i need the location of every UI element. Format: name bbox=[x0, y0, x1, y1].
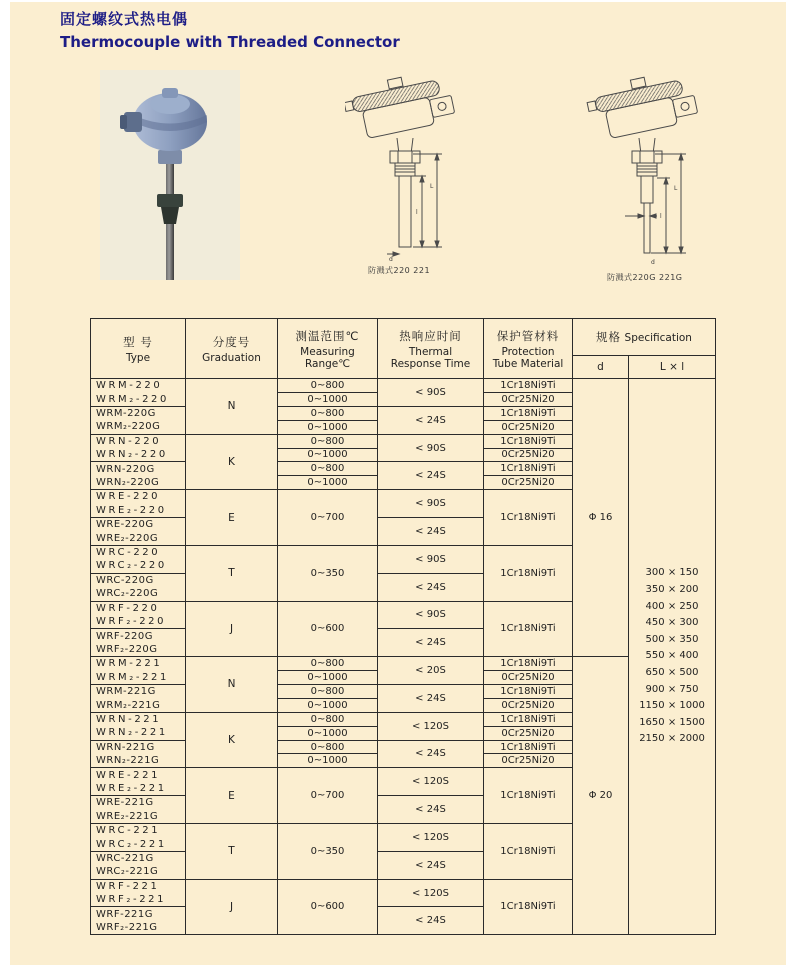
col-header-thermal: 热响应时间 Thermal Response Time bbox=[378, 319, 484, 379]
technical-drawing-220 bbox=[345, 66, 475, 266]
material-cell: 1Cr18Ni9Ti bbox=[484, 657, 573, 671]
material-cell: 1Cr18Ni9Ti bbox=[484, 824, 573, 880]
lxl-value: 500 × 350 bbox=[645, 633, 699, 645]
graduation-cell: T bbox=[186, 824, 278, 880]
type-cell: WRF₂-221G bbox=[91, 921, 186, 935]
type-cell: WRN-221G bbox=[91, 740, 186, 754]
range-cell: 0~800 bbox=[278, 657, 378, 671]
thermal-cell: < 90S bbox=[378, 490, 484, 518]
lxl-value: 900 × 750 bbox=[645, 683, 699, 695]
type-cell: WRE₂-220G bbox=[91, 531, 186, 545]
graduation-cell: J bbox=[186, 601, 278, 657]
thermal-cell: < 120S bbox=[378, 824, 484, 852]
material-cell: 0Cr25Ni20 bbox=[484, 476, 573, 490]
lxl-value: 300 × 150 bbox=[645, 567, 699, 579]
material-cell: 1Cr18Ni9Ti bbox=[484, 712, 573, 726]
type-cell: WRE₂-220 bbox=[91, 504, 186, 518]
lxl-value: 550 × 400 bbox=[645, 650, 699, 662]
thermal-cell: < 24S bbox=[378, 406, 484, 434]
type-cell: WRN₂-220 bbox=[91, 448, 186, 462]
type-cell: WRM-221 bbox=[91, 657, 186, 671]
drawing-220g-caption: 防溅式220G 221G bbox=[607, 273, 683, 282]
thermal-cell: < 120S bbox=[378, 879, 484, 907]
type-cell: WRE-220G bbox=[91, 518, 186, 532]
type-cell: WRE-220 bbox=[91, 490, 186, 504]
thermal-cell: < 90S bbox=[378, 434, 484, 462]
graduation-cell: K bbox=[186, 434, 278, 490]
material-cell: 1Cr18Ni9Ti bbox=[484, 684, 573, 698]
range-cell: 0~800 bbox=[278, 712, 378, 726]
thermal-cell: < 24S bbox=[378, 740, 484, 768]
lxl-list bbox=[629, 565, 715, 748]
lxl-value: 400 × 250 bbox=[645, 600, 699, 612]
type-cell: WRC₂-220G bbox=[91, 587, 186, 601]
col-header-lxl: L × l bbox=[629, 356, 716, 379]
col-header-range: 测温范围℃ Measuring Range℃ bbox=[278, 319, 378, 379]
type-cell: WRN₂-221 bbox=[91, 726, 186, 740]
material-cell: 0Cr25Ni20 bbox=[484, 698, 573, 712]
thermal-cell: < 120S bbox=[378, 768, 484, 796]
material-cell: 1Cr18Ni9Ti bbox=[484, 879, 573, 935]
type-cell: WRC-221 bbox=[91, 824, 186, 838]
range-cell: 0~1000 bbox=[278, 420, 378, 434]
dim-label-l: l bbox=[660, 213, 662, 220]
range-cell: 0~800 bbox=[278, 684, 378, 698]
graduation-cell: E bbox=[186, 490, 278, 546]
lxl-value: 1650 × 1500 bbox=[639, 716, 705, 728]
range-cell: 0~800 bbox=[278, 434, 378, 448]
type-cell: WRM-220 bbox=[91, 379, 186, 393]
type-cell: WRF₂-220G bbox=[91, 643, 186, 657]
dim-label-d: d bbox=[651, 259, 655, 266]
range-cell: 0~350 bbox=[278, 824, 378, 880]
thermal-cell: < 24S bbox=[378, 851, 484, 879]
range-cell: 0~1000 bbox=[278, 671, 378, 685]
type-cell: WRC₂-221 bbox=[91, 837, 186, 851]
type-cell: WRE₂-221G bbox=[91, 810, 186, 824]
material-cell: 1Cr18Ni9Ti bbox=[484, 545, 573, 601]
range-cell: 0~700 bbox=[278, 490, 378, 546]
material-cell: 1Cr18Ni9Ti bbox=[484, 462, 573, 476]
type-cell: WRM₂-221G bbox=[91, 698, 186, 712]
material-cell: 1Cr18Ni9Ti bbox=[484, 406, 573, 420]
type-cell: WRN-220G bbox=[91, 462, 186, 476]
col-header-type: 型 号 Type bbox=[91, 319, 186, 379]
range-cell: 0~1000 bbox=[278, 476, 378, 490]
page-title-zh: 固定螺纹式热电偶 bbox=[60, 10, 189, 28]
thermal-cell: < 24S bbox=[378, 796, 484, 824]
lxl-value: 2150 × 2000 bbox=[639, 733, 705, 745]
thermal-cell: < 24S bbox=[378, 462, 484, 490]
thermal-cell: < 24S bbox=[378, 518, 484, 546]
range-cell: 0~800 bbox=[278, 462, 378, 476]
col-header-spec: 规格 Specification bbox=[573, 319, 716, 356]
thermal-cell: < 24S bbox=[378, 629, 484, 657]
material-cell: 0Cr25Ni20 bbox=[484, 448, 573, 462]
dim-label-L: L bbox=[674, 185, 678, 192]
lxl-value: 450 × 300 bbox=[645, 617, 699, 629]
dim-label-L: L bbox=[430, 183, 434, 190]
thermal-cell: < 20S bbox=[378, 657, 484, 685]
range-cell: 0~1000 bbox=[278, 448, 378, 462]
type-cell: WRM₂-220 bbox=[91, 392, 186, 406]
thermal-cell: < 24S bbox=[378, 573, 484, 601]
type-cell: WRF₂-220 bbox=[91, 615, 186, 629]
material-cell: 1Cr18Ni9Ti bbox=[484, 490, 573, 546]
range-cell: 0~1000 bbox=[278, 698, 378, 712]
graduation-cell: T bbox=[186, 545, 278, 601]
graduation-cell: N bbox=[186, 379, 278, 435]
type-cell: WRE-221 bbox=[91, 768, 186, 782]
range-cell: 0~1000 bbox=[278, 726, 378, 740]
range-cell: 0~600 bbox=[278, 879, 378, 935]
table-row bbox=[91, 657, 716, 671]
material-cell: 0Cr25Ni20 bbox=[484, 754, 573, 768]
thermal-cell: < 24S bbox=[378, 684, 484, 712]
page-title-en: Thermocouple with Threaded Connector bbox=[60, 33, 400, 51]
type-cell: WRF₂-221 bbox=[91, 893, 186, 907]
dim-label-d: d bbox=[389, 256, 393, 262]
d-cell: Φ 20 bbox=[573, 657, 629, 935]
drawing-220-caption: 防溅式220 221 bbox=[368, 266, 431, 275]
type-cell: WRC-220G bbox=[91, 573, 186, 587]
type-cell: WRN₂-221G bbox=[91, 754, 186, 768]
type-cell: WRM-220G bbox=[91, 406, 186, 420]
thermal-cell: < 120S bbox=[378, 712, 484, 740]
material-cell: 1Cr18Ni9Ti bbox=[484, 740, 573, 754]
type-cell: WRC-220 bbox=[91, 545, 186, 559]
graduation-cell: E bbox=[186, 768, 278, 824]
type-cell: WRC₂-220 bbox=[91, 559, 186, 573]
type-cell: WRM₂-220G bbox=[91, 420, 186, 434]
technical-drawing-220g bbox=[585, 66, 730, 274]
range-cell: 0~800 bbox=[278, 406, 378, 420]
range-cell: 0~1000 bbox=[278, 392, 378, 406]
range-cell: 0~700 bbox=[278, 768, 378, 824]
type-cell: WRE₂-221 bbox=[91, 782, 186, 796]
range-cell: 0~1000 bbox=[278, 754, 378, 768]
graduation-cell: K bbox=[186, 712, 278, 768]
thermal-cell: < 90S bbox=[378, 545, 484, 573]
graduation-cell: N bbox=[186, 657, 278, 713]
graduation-cell: J bbox=[186, 879, 278, 935]
material-cell: 0Cr25Ni20 bbox=[484, 671, 573, 685]
dim-label-l: l bbox=[416, 209, 418, 216]
material-cell: 1Cr18Ni9Ti bbox=[484, 601, 573, 657]
table-row bbox=[91, 379, 716, 393]
type-cell: WRC₂-221G bbox=[91, 865, 186, 879]
type-cell: WRF-221 bbox=[91, 879, 186, 893]
type-cell: WRM-221G bbox=[91, 684, 186, 698]
type-cell: WRC-221G bbox=[91, 851, 186, 865]
product-photo bbox=[100, 70, 240, 284]
col-header-material: 保护管材料 Protection Tube Material bbox=[484, 319, 573, 379]
page-title bbox=[60, 8, 400, 51]
col-header-d: d bbox=[573, 356, 629, 379]
material-cell: 0Cr25Ni20 bbox=[484, 726, 573, 740]
type-cell: WRE-221G bbox=[91, 796, 186, 810]
thermal-cell: < 24S bbox=[378, 907, 484, 935]
type-cell: WRN-221 bbox=[91, 712, 186, 726]
range-cell: 0~800 bbox=[278, 740, 378, 754]
d-cell: Φ 16 bbox=[573, 379, 629, 657]
range-cell: 0~600 bbox=[278, 601, 378, 657]
type-cell: WRF-221G bbox=[91, 907, 186, 921]
spec-table bbox=[90, 318, 716, 935]
lxl-value: 1150 × 1000 bbox=[639, 700, 705, 712]
type-cell: WRF-220 bbox=[91, 601, 186, 615]
type-cell: WRM₂-221 bbox=[91, 671, 186, 685]
material-cell: 0Cr25Ni20 bbox=[484, 392, 573, 406]
lxl-value: 650 × 500 bbox=[645, 666, 699, 678]
range-cell: 0~350 bbox=[278, 545, 378, 601]
range-cell: 0~800 bbox=[278, 379, 378, 393]
col-header-graduation: 分度号 Graduation bbox=[186, 319, 278, 379]
material-cell: 1Cr18Ni9Ti bbox=[484, 768, 573, 824]
lxl-value: 350 × 200 bbox=[645, 583, 699, 595]
type-cell: WRN₂-220G bbox=[91, 476, 186, 490]
type-cell: WRF-220G bbox=[91, 629, 186, 643]
thermal-cell: < 90S bbox=[378, 379, 484, 407]
thermal-cell: < 90S bbox=[378, 601, 484, 629]
type-cell: WRN-220 bbox=[91, 434, 186, 448]
material-cell: 1Cr18Ni9Ti bbox=[484, 379, 573, 393]
lxl-cell bbox=[629, 379, 716, 935]
material-cell: 1Cr18Ni9Ti bbox=[484, 434, 573, 448]
material-cell: 0Cr25Ni20 bbox=[484, 420, 573, 434]
